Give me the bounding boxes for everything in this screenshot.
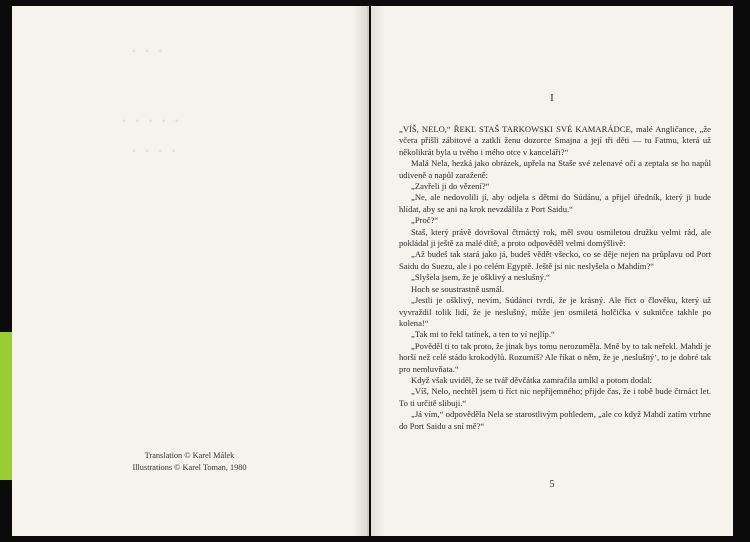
paragraph: „Víš, Nelo, nechtěl jsem ti říct nic nepříjemného; přijde čas, že i tobě bude čtrnáct let. To ti určitě slibuji.“ <box>399 386 711 408</box>
paragraph: Hoch se soustrastně usmál. <box>411 283 505 294</box>
paragraph: Když však uviděl, že se tvář děvčátka zamračila umlkl a potom dodal: <box>411 374 653 385</box>
credit-line: Translation © Karel Málek <box>144 451 235 460</box>
show-through-text: • • • • <box>132 144 179 158</box>
left-page <box>12 6 369 536</box>
right-page <box>371 6 733 536</box>
paragraph: „VÍŠ, NELO,“ ŘEKL STAŠ TARKOWSKI SVÉ KAMARÁDCE, malé Angličance, „že včera přišli zábitové a zatkli ženu dozorce Smajna a její tři děti — tu Fatmu, která už několikrát byla u tvého i mého otce v kanceláři?“ <box>399 124 711 157</box>
spine-shadow <box>353 6 367 536</box>
paragraph: „Až budeš tak stará jako já, budeš vědět všecko, co se děje nejen na průplavu od Port Saidu do Suezu, ale i po celém Egyptě. Ještě jsi nic neslyšela o Mahdím?“ <box>399 249 711 271</box>
show-through-text: • • • <box>132 44 166 58</box>
body-text <box>399 124 711 432</box>
paragraph: „Já vím,“ odpověděla Nela se starostlivým pohledem, „ale co když Mahdí zatím vtrhne do Port Saidu a sní mě?“ <box>399 409 711 431</box>
paragraph: „Slyšela jsem, že je ošklivý a neslušný.“ <box>411 272 550 283</box>
paragraph: Staš, který právě dovršoval čtrnáctý rok, měl svou osmiletou družku velmi rád, ale pokládal ji ještě za malé dítě, a proto odpověděl velmi domýšlivě: <box>399 226 711 249</box>
paragraph: „Proč?“ <box>411 215 439 226</box>
credits <box>12 450 367 474</box>
paragraph: „Zavřeli ji do vězení?“ <box>411 181 490 192</box>
spine-shadow <box>371 6 385 536</box>
paragraph: Malá Nela, hezká jako obrázek, upřela na Staše své zelenavé oči a zeptala se ho napůl udiveně a napůl zaraženě: <box>399 158 711 180</box>
show-through-text: • • • • • <box>122 114 183 128</box>
paragraph: „Jestli je ošklivý, nevím, Súdánci tvrdí, že je krásný. Ale říct o člověku, který už vyvraždil tolik lidí, že je neslušný, může jen osmiletá holčička v sukničce takhle po kolena!“ <box>399 295 711 328</box>
paragraph: „Pověděl ti to tak proto, že jinak bys tomu nerozuměla. Mně by to tak neřekl. Mahdí je horší než celé stádo krokodýlů. Rozumíš? Ale říkat o něm, že je ‚neslušný‘, to je dobré tak pro nemluvňata.“ <box>399 340 711 374</box>
chapter-number: I <box>550 92 554 104</box>
credit-line: Illustrations © Karel Toman, 1980 <box>132 463 247 472</box>
page-number: 5 <box>549 479 555 490</box>
paragraph: „Tak mi to řekl tatínek, a ten to ví nejlíp.“ <box>411 329 555 340</box>
paragraph: „Ne, ale nedovolili jí, aby odjela s dětmi do Súdánu, a přijel úředník, který ji bude hlídat, aby se ani na krok nevzdálila z Port Saidu.“ <box>399 192 711 214</box>
